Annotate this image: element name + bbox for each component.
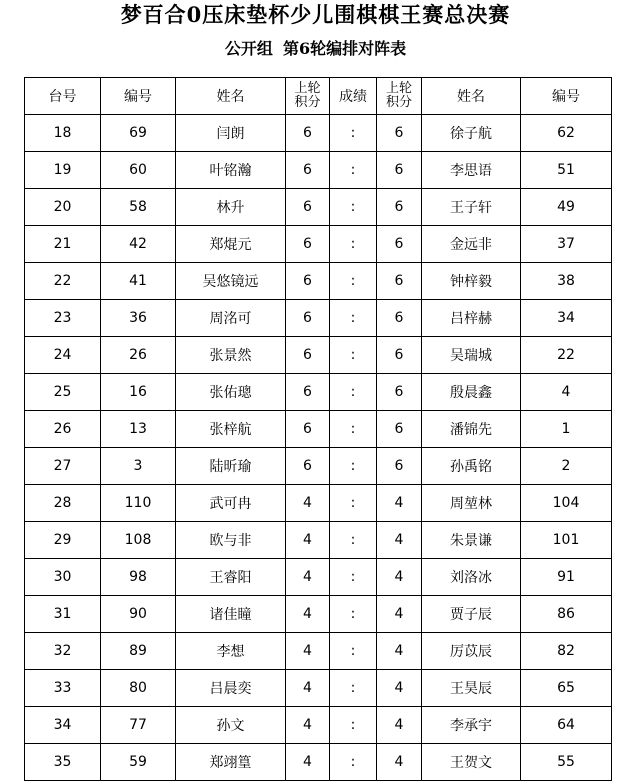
board-cell: 31 [25,596,101,633]
name-left-cell: 郑焜元 [176,226,286,263]
score-right-cell: 6 [377,226,422,263]
col-header-name-left: 姓名 [176,78,286,115]
id-left-cell: 59 [101,744,176,781]
table-row [25,448,612,485]
board-cell: 21 [25,226,101,263]
result-cell: : [330,670,377,707]
name-left-cell: 欧与非 [176,522,286,559]
id-right-cell: 34 [521,300,612,337]
board-cell: 22 [25,263,101,300]
score-right-cell: 6 [377,411,422,448]
col-header-result: 成绩 [330,78,377,115]
result-cell: : [330,300,377,337]
id-right-cell: 65 [521,670,612,707]
table-row [25,152,612,189]
name-right-cell: 钟梓毅 [422,263,521,300]
id-right-cell: 91 [521,559,612,596]
table-row [25,189,612,226]
board-cell: 33 [25,670,101,707]
table-row [25,226,612,263]
name-right-cell: 金远非 [422,226,521,263]
result-cell: : [330,559,377,596]
col-header-prev-score-left: 上轮 积分 [286,78,330,115]
name-left-cell: 李想 [176,633,286,670]
id-right-cell: 38 [521,263,612,300]
score-left-cell: 6 [286,300,330,337]
id-left-cell: 77 [101,707,176,744]
name-right-cell: 刘洛冰 [422,559,521,596]
board-cell: 26 [25,411,101,448]
pairings-table [24,77,612,781]
name-left-cell: 林升 [176,189,286,226]
result-cell: : [330,374,377,411]
score-right-cell: 6 [377,337,422,374]
name-right-cell: 李思语 [422,152,521,189]
score-left-cell: 4 [286,485,330,522]
result-cell: : [330,411,377,448]
score-right-cell: 6 [377,115,422,152]
col-header-id-right: 编号 [521,78,612,115]
score-left-cell: 4 [286,707,330,744]
name-left-cell: 张梓航 [176,411,286,448]
id-right-cell: 1 [521,411,612,448]
id-left-cell: 58 [101,189,176,226]
table-row [25,337,612,374]
board-cell: 29 [25,522,101,559]
id-right-cell: 104 [521,485,612,522]
id-left-cell: 36 [101,300,176,337]
result-cell: : [330,448,377,485]
name-right-cell: 厉苡辰 [422,633,521,670]
id-right-cell: 2 [521,448,612,485]
id-right-cell: 22 [521,337,612,374]
id-right-cell: 101 [521,522,612,559]
board-cell: 27 [25,448,101,485]
table-body [25,115,612,781]
table-row [25,115,612,152]
board-cell: 20 [25,189,101,226]
name-left-cell: 吕晨奕 [176,670,286,707]
result-cell: : [330,152,377,189]
score-right-cell: 4 [377,522,422,559]
name-left-cell: 孙文 [176,707,286,744]
table-row [25,744,612,781]
name-left-cell: 周洺可 [176,300,286,337]
id-left-cell: 80 [101,670,176,707]
result-cell: : [330,263,377,300]
id-left-cell: 13 [101,411,176,448]
id-right-cell: 86 [521,596,612,633]
result-cell: : [330,522,377,559]
board-cell: 34 [25,707,101,744]
board-cell: 24 [25,337,101,374]
board-cell: 19 [25,152,101,189]
id-left-cell: 41 [101,263,176,300]
result-cell: : [330,226,377,263]
score-right-cell: 6 [377,374,422,411]
name-right-cell: 吕梓赫 [422,300,521,337]
board-cell: 30 [25,559,101,596]
result-cell: : [330,633,377,670]
id-left-cell: 89 [101,633,176,670]
score-left-cell: 6 [286,411,330,448]
board-cell: 25 [25,374,101,411]
score-right-cell: 6 [377,300,422,337]
result-cell: : [330,596,377,633]
score-right-cell: 4 [377,707,422,744]
name-right-cell: 王子轩 [422,189,521,226]
name-right-cell: 王昊辰 [422,670,521,707]
name-left-cell: 张佑璁 [176,374,286,411]
round-label: 第6轮编排对阵表 [282,39,407,58]
result-cell: : [330,337,377,374]
score-left-cell: 4 [286,596,330,633]
name-right-cell: 殷晨鑫 [422,374,521,411]
col-header-id-left: 编号 [101,78,176,115]
name-left-cell: 诸佳瞳 [176,596,286,633]
id-left-cell: 69 [101,115,176,152]
name-left-cell: 王睿阳 [176,559,286,596]
table-row [25,633,612,670]
id-left-cell: 3 [101,448,176,485]
col-header-name-right: 姓名 [422,78,521,115]
id-left-cell: 16 [101,374,176,411]
score-right-cell: 4 [377,670,422,707]
score-left-cell: 4 [286,633,330,670]
table-row [25,300,612,337]
table-row [25,707,612,744]
score-left-cell: 4 [286,522,330,559]
name-left-cell: 吴悠镜远 [176,263,286,300]
id-right-cell: 64 [521,707,612,744]
name-right-cell: 朱景谦 [422,522,521,559]
score-left-cell: 6 [286,115,330,152]
name-left-cell: 陆昕瑜 [176,448,286,485]
score-left-cell: 4 [286,670,330,707]
score-right-cell: 4 [377,596,422,633]
id-left-cell: 110 [101,485,176,522]
group-label: 公开组 [224,39,273,58]
name-left-cell: 郑翊篁 [176,744,286,781]
score-right-cell: 4 [377,633,422,670]
name-right-cell: 孙禹铭 [422,448,521,485]
score-right-cell: 6 [377,448,422,485]
col-header-board: 台号 [25,78,101,115]
result-cell: : [330,115,377,152]
result-cell: : [330,189,377,226]
id-right-cell: 37 [521,226,612,263]
board-cell: 32 [25,633,101,670]
name-right-cell: 徐子航 [422,115,521,152]
score-left-cell: 4 [286,744,330,781]
name-left-cell: 武可冉 [176,485,286,522]
score-left-cell: 6 [286,263,330,300]
id-right-cell: 4 [521,374,612,411]
table-row [25,485,612,522]
result-cell: : [330,744,377,781]
id-right-cell: 62 [521,115,612,152]
table-row [25,263,612,300]
score-left-cell: 6 [286,152,330,189]
table-row [25,411,612,448]
id-left-cell: 42 [101,226,176,263]
score-right-cell: 6 [377,263,422,300]
score-right-cell: 6 [377,189,422,226]
col-header-prev-score-right: 上轮 积分 [377,78,422,115]
id-left-cell: 60 [101,152,176,189]
board-cell: 18 [25,115,101,152]
name-left-cell: 闫朗 [176,115,286,152]
id-right-cell: 82 [521,633,612,670]
table-row [25,374,612,411]
score-left-cell: 6 [286,226,330,263]
score-right-cell: 4 [377,744,422,781]
id-left-cell: 90 [101,596,176,633]
name-right-cell: 潘锦先 [422,411,521,448]
id-right-cell: 55 [521,744,612,781]
board-cell: 28 [25,485,101,522]
id-left-cell: 98 [101,559,176,596]
result-cell: : [330,707,377,744]
score-left-cell: 6 [286,189,330,226]
id-left-cell: 26 [101,337,176,374]
name-right-cell: 王贺文 [422,744,521,781]
score-left-cell: 6 [286,448,330,485]
table-row [25,670,612,707]
table-row [25,522,612,559]
id-right-cell: 51 [521,152,612,189]
result-cell: : [330,485,377,522]
board-cell: 23 [25,300,101,337]
id-right-cell: 49 [521,189,612,226]
score-right-cell: 4 [377,559,422,596]
score-right-cell: 6 [377,152,422,189]
page-title: 梦百合0压床垫杯少儿围棋棋王赛总决赛 [120,2,511,27]
table-row [25,596,612,633]
name-left-cell: 张景然 [176,337,286,374]
table-row [25,559,612,596]
score-left-cell: 6 [286,374,330,411]
board-cell: 35 [25,744,101,781]
name-right-cell: 李承宇 [422,707,521,744]
score-left-cell: 4 [286,559,330,596]
score-right-cell: 4 [377,485,422,522]
page-subtitle [0,38,631,60]
name-right-cell: 周堃林 [422,485,521,522]
name-left-cell: 叶铭瀚 [176,152,286,189]
name-right-cell: 吴瑞城 [422,337,521,374]
score-left-cell: 6 [286,337,330,374]
name-right-cell: 贾子辰 [422,596,521,633]
id-left-cell: 108 [101,522,176,559]
table-header-row [25,78,612,115]
